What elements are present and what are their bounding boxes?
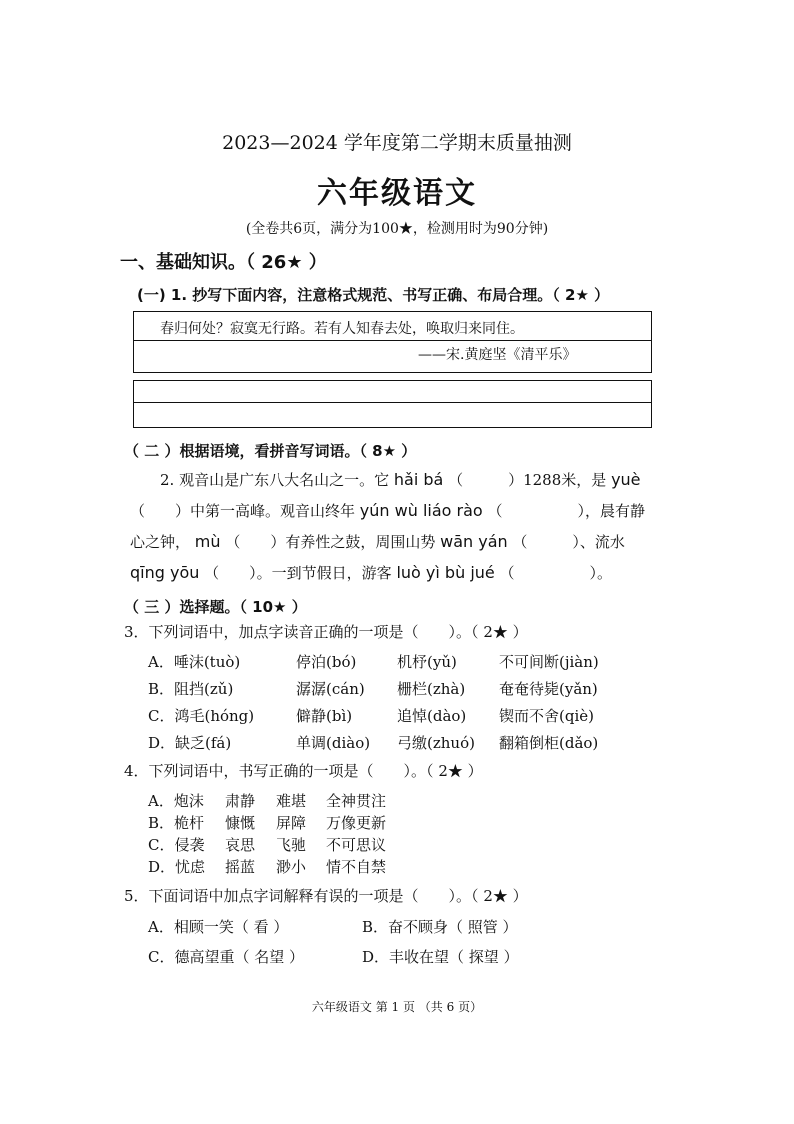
q4-option-a-word4: 全神贯注 — [326, 792, 387, 810]
poem-box-divider — [134, 340, 651, 341]
q4-option-a[interactable]: A．炮沫 — [148, 792, 204, 810]
q5-option-b[interactable]: B．奋不顾身（ 照管 ） — [362, 918, 518, 936]
q3-option-d-word2: 单调(diào) — [296, 734, 371, 752]
q4-option-b-word3: 屏障 — [276, 814, 307, 832]
q4-option-d-word4: 情不自禁 — [326, 858, 387, 876]
pinyin-line-3 — [130, 531, 625, 552]
q4-option-c-word2: 哀思 — [225, 836, 256, 854]
pinyin: mù — [194, 532, 221, 551]
answer-blank[interactable]: （ ）1288米，是 — [448, 471, 607, 489]
q4-option-a-word3: 难堪 — [276, 792, 307, 810]
question-3-stem: 3．下列词语中，加点字读音正确的一项是（ ）。（ 2★ ） — [124, 623, 528, 641]
q4-option-d-word2: 摇蓝 — [225, 858, 256, 876]
poem-author: ——宋.黄庭坚《清平乐》 — [418, 347, 577, 363]
exam-title: 2023—2024 学年度第二学期末质量抽测 — [222, 132, 572, 154]
copy-writing-box[interactable] — [133, 380, 652, 428]
q3-option-c[interactable]: C．鸿毛(hóng) — [148, 707, 255, 725]
q3-option-d-word3: 弓缴(zhuó) — [397, 734, 475, 752]
q5-option-c[interactable]: C．德高望重（ 名望 ） — [148, 948, 305, 966]
q3-option-a-word2: 停泊(bó) — [296, 653, 357, 671]
q3-option-b-word2: 潺潺(cán) — [296, 680, 365, 698]
q4-option-a-word2: 肃静 — [225, 792, 256, 810]
q3-option-b-word3: 栅栏(zhà) — [397, 680, 466, 698]
answer-blank[interactable]: （ ）中第一高峰。观音山终年 — [130, 502, 356, 520]
page-footer: 六年级语文 第 1 页 （共 6 页） — [311, 1000, 483, 1014]
q3-option-a-word4: 不可间断(jiàn) — [499, 653, 599, 671]
q3-option-b-word4: 奄奄待毙(yǎn) — [499, 680, 598, 698]
part-2-heading: （ 二 ）根据语境，看拼音写词语。（ 8★ ） — [124, 442, 417, 460]
q4-option-c[interactable]: C．侵袭 — [148, 836, 205, 854]
q4-option-b-word4: 万像更新 — [326, 814, 387, 832]
pinyin-line-4 — [130, 562, 612, 583]
pinyin: hǎi bá — [393, 470, 444, 489]
q3-option-c-word2: 僻静(bì) — [296, 707, 353, 725]
q4-option-b[interactable]: B．桅杆 — [148, 814, 205, 832]
writing-line — [134, 402, 651, 403]
answer-blank[interactable]: （ ）、流水 — [512, 533, 625, 551]
text: 2. 观音山是广东八大名山之一。它 — [160, 471, 390, 489]
pinyin: yún wù liáo rào — [359, 501, 483, 520]
q4-option-c-word4: 不可思议 — [326, 836, 387, 854]
q3-option-a[interactable]: A．唾沫(tuò) — [148, 653, 241, 671]
question-5-stem: 5．下面词语中加点字词解释有误的一项是（ ）。（ 2★ ） — [124, 887, 528, 905]
subject-title: 六年级语文 — [317, 176, 477, 211]
section-1-heading: 一、基础知识。（ 26★ ） — [120, 252, 327, 273]
pinyin: luò yì bù jué — [396, 563, 495, 582]
q3-option-b[interactable]: B．阻挡(zǔ) — [148, 680, 234, 698]
q3-option-d-word4: 翻箱倒柜(dǎo) — [499, 734, 599, 752]
answer-blank[interactable]: （ ）。一到节假日，游客 — [204, 564, 392, 582]
text: 心之钟， — [130, 533, 191, 551]
answer-blank[interactable]: （ ）。 — [499, 564, 613, 582]
poem-text: 春归何处？寂寞无行路。若有人知春去处，唤取归来同住。 — [160, 321, 524, 337]
q4-option-d-word3: 渺小 — [276, 858, 307, 876]
q3-option-a-word3: 机杼(yǔ) — [397, 653, 457, 671]
answer-blank[interactable]: （ ）有养性之鼓，周围山势 — [225, 533, 436, 551]
part-1-heading: (一) 1. 抄写下面内容，注意格式规范、书写正确、布局合理。（ 2★ ） — [137, 286, 610, 304]
answer-blank[interactable]: （ ），晨有静 — [487, 502, 645, 520]
question-4-stem: 4．下列词语中，书写正确的一项是（ ）。（ 2★ ） — [124, 762, 483, 780]
pinyin: yuè — [611, 470, 641, 489]
q3-option-d[interactable]: D．缺乏(fá) — [148, 734, 232, 752]
pinyin: wān yán — [440, 532, 508, 551]
q4-option-c-word3: 飞驰 — [276, 836, 307, 854]
q5-option-a[interactable]: A．相顾一笑（ 看 ） — [148, 918, 289, 936]
part-3-heading: （ 三 ）选择题。（ 10★ ） — [124, 598, 307, 616]
pinyin-line-2 — [130, 500, 645, 521]
q3-option-c-word4: 锲而不舍(qiè) — [499, 707, 594, 725]
q4-option-b-word2: 慷慨 — [225, 814, 256, 832]
pinyin-line-1 — [160, 469, 641, 490]
q4-option-d[interactable]: D．忧虑 — [148, 858, 206, 876]
exam-note: (全卷共6页，满分为100★，检测用时为90分钟) — [245, 221, 549, 237]
pinyin: qīng yōu — [130, 563, 200, 582]
q5-option-d[interactable]: D．丰收在望（ 探望 ） — [362, 948, 519, 966]
q3-option-c-word3: 追悼(dào) — [397, 707, 467, 725]
